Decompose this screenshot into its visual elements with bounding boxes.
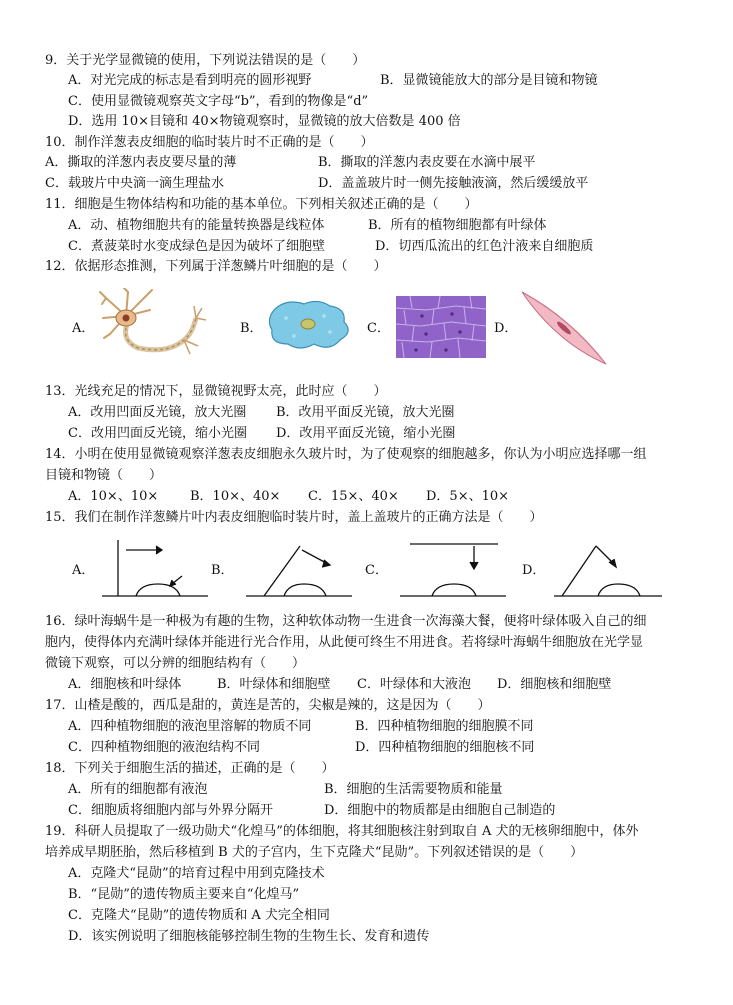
q15-stem: 15．我们在制作洋葱鳞片叶内表皮细胞临时装片时，盖上盖玻片的正确方法是（ ） [45, 510, 543, 525]
q11-stem: 11．细胞是生物体结构和功能的基本单位。下列相关叙述正确的是（ ） [45, 197, 478, 212]
q10-option-a: A．撕取的洋葱内表皮要尽量的薄 [45, 155, 237, 170]
q16-stem-line1: 16．绿叶海蜗牛是一种极为有趣的生物，这种软体动物一生进食一次海藻大餐，便将叶绿体吸入自己的细 [45, 614, 647, 629]
q12-option-a: A． [72, 321, 95, 336]
q14-option-b: B．10×、40× [190, 489, 281, 504]
q18-option-a: A．所有的细胞都有液泡 [68, 782, 208, 797]
q19-option-d: D．该实例说明了细胞核能够控制生物的生物生长、发育和遗传 [68, 929, 430, 944]
q9-option-a: A．对光完成的标志是看到明亮的圆形视野 [68, 73, 312, 88]
q14-stem-line1: 14．小明在使用显微镜观察洋葱表皮细胞永久玻片时，为了使观察的细胞越多，你认为小明应选择哪一组 [45, 447, 647, 462]
q15-option-d: D． [522, 563, 546, 578]
q9-option-c: C．使用显微镜观察英文字母“b”，看到的物像是“d” [68, 94, 369, 109]
coverslip-method-a-figure [100, 538, 210, 600]
animal-cell-image [266, 296, 356, 354]
q16-option-a: A．细胞核和叶绿体 [68, 677, 182, 692]
q19-option-c: C．克隆犬“昆勋”的遗传物质和 A 犬完全相同 [68, 908, 330, 923]
q9-option-b: B．显微镜能放大的部分是目镜和物镜 [380, 73, 598, 88]
q19-option-b: B．“昆勋”的遗传物质主要来自“化煌马” [68, 887, 300, 902]
coverslip-method-c-figure [398, 538, 508, 600]
q16-option-c: C．叶绿体和大液泡 [357, 677, 471, 692]
q10-option-b: B．撕取的洋葱内表皮要在水滴中展平 [318, 155, 536, 170]
q14-stem-line2: 目镜和物镜（ ） [45, 468, 163, 483]
q17-stem: 17．山楂是酸的，西瓜是甜的，黄连是苦的，尖椒是辣的，这是因为（ ） [45, 698, 491, 713]
q12-stem: 12．依据形态推测，下列属于洋葱鳞片叶细胞的是（ ） [45, 259, 387, 274]
q13-stem: 13．光线充足的情况下，显微镜视野太亮，此时应（ ） [45, 384, 387, 399]
q16-stem-line2: 胞内，使得体内充满叶绿体并能进行光合作用，从此便可终生不用进食。若将绿叶海蜗牛细胞放在光学显 [45, 635, 644, 650]
q13-option-d: D．改用平面反光镜，缩小光圈 [276, 426, 456, 441]
q9-stem: 9．关于光学显微镜的使用，下列说法错误的是（ ） [45, 53, 366, 68]
q11-option-c: C．煮菠菜时水变成绿色是因为破坏了细胞壁 [68, 239, 325, 254]
q17-option-a: A．四种植物细胞的液泡里溶解的物质不同 [68, 719, 312, 734]
q17-option-d: D．四种植物细胞的细胞核不同 [355, 740, 535, 755]
q18-stem: 18．下列关于细胞生活的描述，正确的是（ ） [45, 761, 335, 776]
neuron-cell-image [98, 288, 208, 366]
q18-option-d: D．细胞中的物质都是由细胞自己制造的 [324, 803, 556, 818]
q17-option-b: B．四种植物细胞的细胞膜不同 [355, 719, 534, 734]
q17-option-c: C．四种植物细胞的液泡结构不同 [68, 740, 260, 755]
q15-option-c: C． [365, 563, 388, 578]
q19-stem-line1: 19．科研人员提取了一级功勋犬“化煌马”的体细胞，将其细胞核注射到取自 A 犬的无核卵细胞中，体外 [45, 824, 639, 839]
q12-option-b: B． [240, 321, 263, 336]
q13-option-c: C．改用凹面反光镜，缩小光圈 [68, 426, 247, 441]
q10-option-d: D．盖盖玻片时一侧先接触液滴，然后缓缓放平 [318, 176, 589, 191]
q14-option-d: D．5×、10× [426, 489, 510, 504]
q11-option-a: A．动、植物细胞共有的能量转换器是线粒体 [68, 218, 325, 233]
coverslip-method-d-figure [552, 538, 664, 600]
q11-option-d: D．切西瓜流出的红色汁液来自细胞质 [375, 239, 594, 254]
q19-stem-line2: 培养成早期胚胎，然后移植到 B 犬的子宫内，生下克隆犬“昆勋”。下列叙述错误的是（ ） [45, 845, 584, 860]
q12-option-d: D． [494, 321, 518, 336]
q16-option-d: D．细胞核和细胞壁 [497, 677, 612, 692]
coverslip-method-b-figure [244, 538, 354, 600]
q15-option-a: A． [72, 563, 95, 578]
q19-option-a: A．克隆犬“昆勋”的培育过程中用到克隆技术 [68, 866, 325, 881]
q16-stem-line3: 微镜下观察，可以分辨的细胞结构有（ ） [45, 656, 306, 671]
q15-option-b: B． [211, 563, 234, 578]
muscle-cell-image [520, 290, 608, 366]
q14-option-c: C．15×、40× [308, 489, 399, 504]
q11-option-b: B．所有的植物细胞都有叶绿体 [368, 218, 547, 233]
q12-option-c: C． [367, 321, 390, 336]
q13-option-a: A．改用凹面反光镜，放大光圈 [68, 405, 247, 420]
q18-option-c: C．细胞质将细胞内部与外界分隔开 [68, 803, 273, 818]
q16-option-b: B．叶绿体和细胞壁 [217, 677, 331, 692]
q13-option-b: B．改用平面反光镜，放大光圈 [276, 405, 455, 420]
q18-option-b: B．细胞的生活需要物质和能量 [324, 782, 503, 797]
q14-option-a: A．10×、10× [68, 489, 159, 504]
q9-option-d: D．选用 10×目镜和 40×物镜观察时，显微镜的放大倍数是 400 倍 [68, 114, 461, 129]
q10-stem: 10．制作洋葱表皮细胞的临时装片时不正确的是（ ） [45, 135, 374, 150]
onion-epidermis-image [396, 296, 486, 358]
q10-option-c: C．载玻片中央滴一滴生理盐水 [45, 176, 224, 191]
